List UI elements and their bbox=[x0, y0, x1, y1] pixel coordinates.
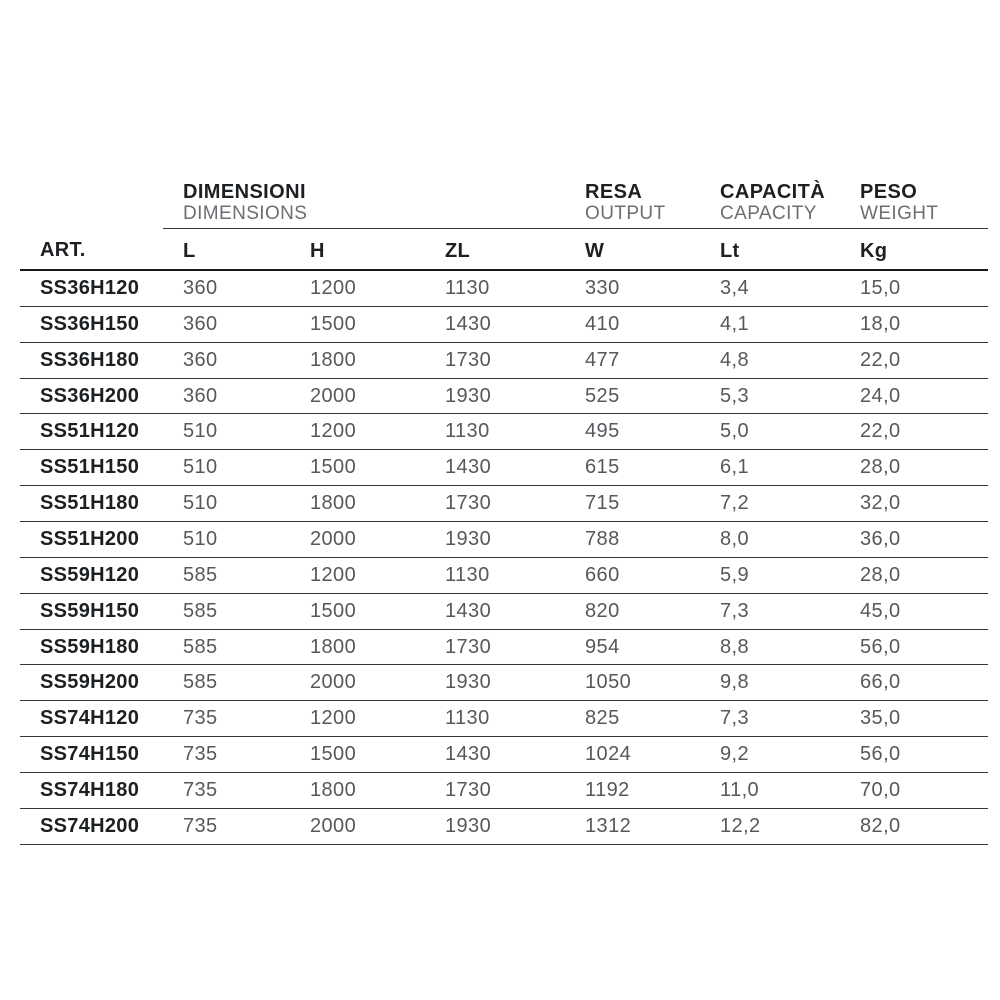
group-title-en: DIMENSIONS bbox=[183, 203, 308, 224]
value-cell: 1192 bbox=[565, 773, 700, 809]
value-cell: 5,0 bbox=[700, 414, 840, 450]
group-title-en: OUTPUT bbox=[585, 203, 666, 224]
value-cell: 5,9 bbox=[700, 557, 840, 593]
art-code-cell: SS51H120 bbox=[20, 414, 163, 450]
value-cell: 510 bbox=[163, 414, 290, 450]
table-row bbox=[20, 737, 988, 773]
value-cell: 1800 bbox=[290, 486, 425, 522]
value-cell: 1930 bbox=[425, 522, 565, 558]
value-cell: 1500 bbox=[290, 737, 425, 773]
value-cell: 8,0 bbox=[700, 522, 840, 558]
value-cell: 735 bbox=[163, 808, 290, 844]
value-cell: 585 bbox=[163, 629, 290, 665]
value-cell: 1500 bbox=[290, 306, 425, 342]
art-code-cell: SS74H120 bbox=[20, 701, 163, 737]
value-cell: 330 bbox=[565, 270, 700, 306]
value-cell: 1730 bbox=[425, 629, 565, 665]
value-cell: 1130 bbox=[425, 701, 565, 737]
value-cell: 1130 bbox=[425, 270, 565, 306]
table-row bbox=[20, 486, 988, 522]
art-code-cell: SS59H200 bbox=[20, 665, 163, 701]
value-cell: 15,0 bbox=[840, 270, 988, 306]
art-code-cell: SS36H120 bbox=[20, 270, 163, 306]
column-header-kg: Kg bbox=[840, 229, 988, 271]
value-cell: 1430 bbox=[425, 306, 565, 342]
value-cell: 9,2 bbox=[700, 737, 840, 773]
value-cell: 1200 bbox=[290, 270, 425, 306]
table-row bbox=[20, 378, 988, 414]
table-row bbox=[20, 593, 988, 629]
art-code-cell: SS59H180 bbox=[20, 629, 163, 665]
group-header-row bbox=[20, 172, 988, 229]
value-cell: 8,8 bbox=[700, 629, 840, 665]
value-cell: 360 bbox=[163, 378, 290, 414]
art-code-cell: SS36H180 bbox=[20, 342, 163, 378]
value-cell: 715 bbox=[565, 486, 700, 522]
value-cell: 28,0 bbox=[840, 557, 988, 593]
table-row bbox=[20, 414, 988, 450]
value-cell: 1050 bbox=[565, 665, 700, 701]
art-code-cell: SS74H180 bbox=[20, 773, 163, 809]
column-header-lt: Lt bbox=[700, 229, 840, 271]
value-cell: 7,2 bbox=[700, 486, 840, 522]
value-cell: 1200 bbox=[290, 414, 425, 450]
value-cell: 11,0 bbox=[700, 773, 840, 809]
value-cell: 1430 bbox=[425, 593, 565, 629]
value-cell: 510 bbox=[163, 450, 290, 486]
value-cell: 1200 bbox=[290, 557, 425, 593]
value-cell: 1800 bbox=[290, 773, 425, 809]
value-cell: 35,0 bbox=[840, 701, 988, 737]
group-title-en: CAPACITY bbox=[720, 203, 817, 224]
table-row bbox=[20, 808, 988, 844]
product-spec-table-wrap bbox=[20, 172, 988, 845]
value-cell: 1430 bbox=[425, 450, 565, 486]
group-title-it: CAPACITÀ bbox=[720, 181, 826, 203]
value-cell: 18,0 bbox=[840, 306, 988, 342]
value-cell: 56,0 bbox=[840, 737, 988, 773]
value-cell: 2000 bbox=[290, 522, 425, 558]
art-code-cell: SS51H200 bbox=[20, 522, 163, 558]
value-cell: 66,0 bbox=[840, 665, 988, 701]
value-cell: 1800 bbox=[290, 342, 425, 378]
art-code-cell: SS74H150 bbox=[20, 737, 163, 773]
value-cell: 70,0 bbox=[840, 773, 988, 809]
art-code-cell: SS74H200 bbox=[20, 808, 163, 844]
value-cell: 585 bbox=[163, 665, 290, 701]
column-header-zl: ZL bbox=[425, 229, 565, 271]
value-cell: 1730 bbox=[425, 773, 565, 809]
value-cell: 735 bbox=[163, 701, 290, 737]
value-cell: 1312 bbox=[565, 808, 700, 844]
value-cell: 1800 bbox=[290, 629, 425, 665]
value-cell: 1430 bbox=[425, 737, 565, 773]
table-body bbox=[20, 270, 988, 844]
product-spec-table bbox=[20, 172, 988, 845]
value-cell: 7,3 bbox=[700, 593, 840, 629]
value-cell: 1024 bbox=[565, 737, 700, 773]
value-cell: 360 bbox=[163, 342, 290, 378]
value-cell: 510 bbox=[163, 522, 290, 558]
value-cell: 2000 bbox=[290, 665, 425, 701]
value-cell: 24,0 bbox=[840, 378, 988, 414]
value-cell: 9,8 bbox=[700, 665, 840, 701]
value-cell: 7,3 bbox=[700, 701, 840, 737]
value-cell: 36,0 bbox=[840, 522, 988, 558]
value-cell: 3,4 bbox=[700, 270, 840, 306]
table-row bbox=[20, 342, 988, 378]
group-header-dimensions bbox=[163, 172, 565, 229]
value-cell: 615 bbox=[565, 450, 700, 486]
value-cell: 954 bbox=[565, 629, 700, 665]
value-cell: 12,2 bbox=[700, 808, 840, 844]
column-header-h: H bbox=[290, 229, 425, 271]
group-title-it: PESO bbox=[860, 181, 918, 203]
value-cell: 32,0 bbox=[840, 486, 988, 522]
value-cell: 1930 bbox=[425, 808, 565, 844]
value-cell: 510 bbox=[163, 486, 290, 522]
value-cell: 4,8 bbox=[700, 342, 840, 378]
art-code-cell: SS51H150 bbox=[20, 450, 163, 486]
table-row bbox=[20, 450, 988, 486]
column-header-w: W bbox=[565, 229, 700, 271]
value-cell: 5,3 bbox=[700, 378, 840, 414]
group-title-en: WEIGHT bbox=[860, 203, 939, 224]
group-header-weight bbox=[840, 172, 988, 229]
value-cell: 45,0 bbox=[840, 593, 988, 629]
value-cell: 585 bbox=[163, 593, 290, 629]
art-code-cell: SS59H150 bbox=[20, 593, 163, 629]
value-cell: 2000 bbox=[290, 378, 425, 414]
art-code-cell: SS36H200 bbox=[20, 378, 163, 414]
value-cell: 6,1 bbox=[700, 450, 840, 486]
value-cell: 410 bbox=[565, 306, 700, 342]
table-row bbox=[20, 701, 988, 737]
value-cell: 735 bbox=[163, 737, 290, 773]
value-cell: 525 bbox=[565, 378, 700, 414]
table-row bbox=[20, 270, 988, 306]
value-cell: 1730 bbox=[425, 486, 565, 522]
value-cell: 360 bbox=[163, 270, 290, 306]
column-header-art: ART. bbox=[20, 229, 163, 271]
value-cell: 660 bbox=[565, 557, 700, 593]
value-cell: 495 bbox=[565, 414, 700, 450]
value-cell: 360 bbox=[163, 306, 290, 342]
value-cell: 1500 bbox=[290, 450, 425, 486]
value-cell: 22,0 bbox=[840, 342, 988, 378]
value-cell: 56,0 bbox=[840, 629, 988, 665]
value-cell: 28,0 bbox=[840, 450, 988, 486]
value-cell: 1130 bbox=[425, 414, 565, 450]
art-code-cell: SS51H180 bbox=[20, 486, 163, 522]
group-header-empty bbox=[20, 172, 163, 229]
value-cell: 477 bbox=[565, 342, 700, 378]
value-cell: 825 bbox=[565, 701, 700, 737]
table-row bbox=[20, 522, 988, 558]
group-title-it: RESA bbox=[585, 181, 643, 203]
table-row bbox=[20, 306, 988, 342]
value-cell: 2000 bbox=[290, 808, 425, 844]
value-cell: 735 bbox=[163, 773, 290, 809]
group-title-it: DIMENSIONI bbox=[183, 181, 306, 203]
group-header-capacity bbox=[700, 172, 840, 229]
value-cell: 22,0 bbox=[840, 414, 988, 450]
table-row bbox=[20, 773, 988, 809]
group-header-output bbox=[565, 172, 700, 229]
value-cell: 82,0 bbox=[840, 808, 988, 844]
value-cell: 1500 bbox=[290, 593, 425, 629]
value-cell: 820 bbox=[565, 593, 700, 629]
table-row bbox=[20, 665, 988, 701]
art-code-cell: SS36H150 bbox=[20, 306, 163, 342]
table-row bbox=[20, 629, 988, 665]
value-cell: 1730 bbox=[425, 342, 565, 378]
table-row bbox=[20, 557, 988, 593]
value-cell: 1930 bbox=[425, 665, 565, 701]
column-header-l: L bbox=[163, 229, 290, 271]
value-cell: 788 bbox=[565, 522, 700, 558]
value-cell: 1200 bbox=[290, 701, 425, 737]
value-cell: 4,1 bbox=[700, 306, 840, 342]
value-cell: 1930 bbox=[425, 378, 565, 414]
value-cell: 585 bbox=[163, 557, 290, 593]
art-code-cell: SS59H120 bbox=[20, 557, 163, 593]
column-header-row bbox=[20, 229, 988, 271]
value-cell: 1130 bbox=[425, 557, 565, 593]
